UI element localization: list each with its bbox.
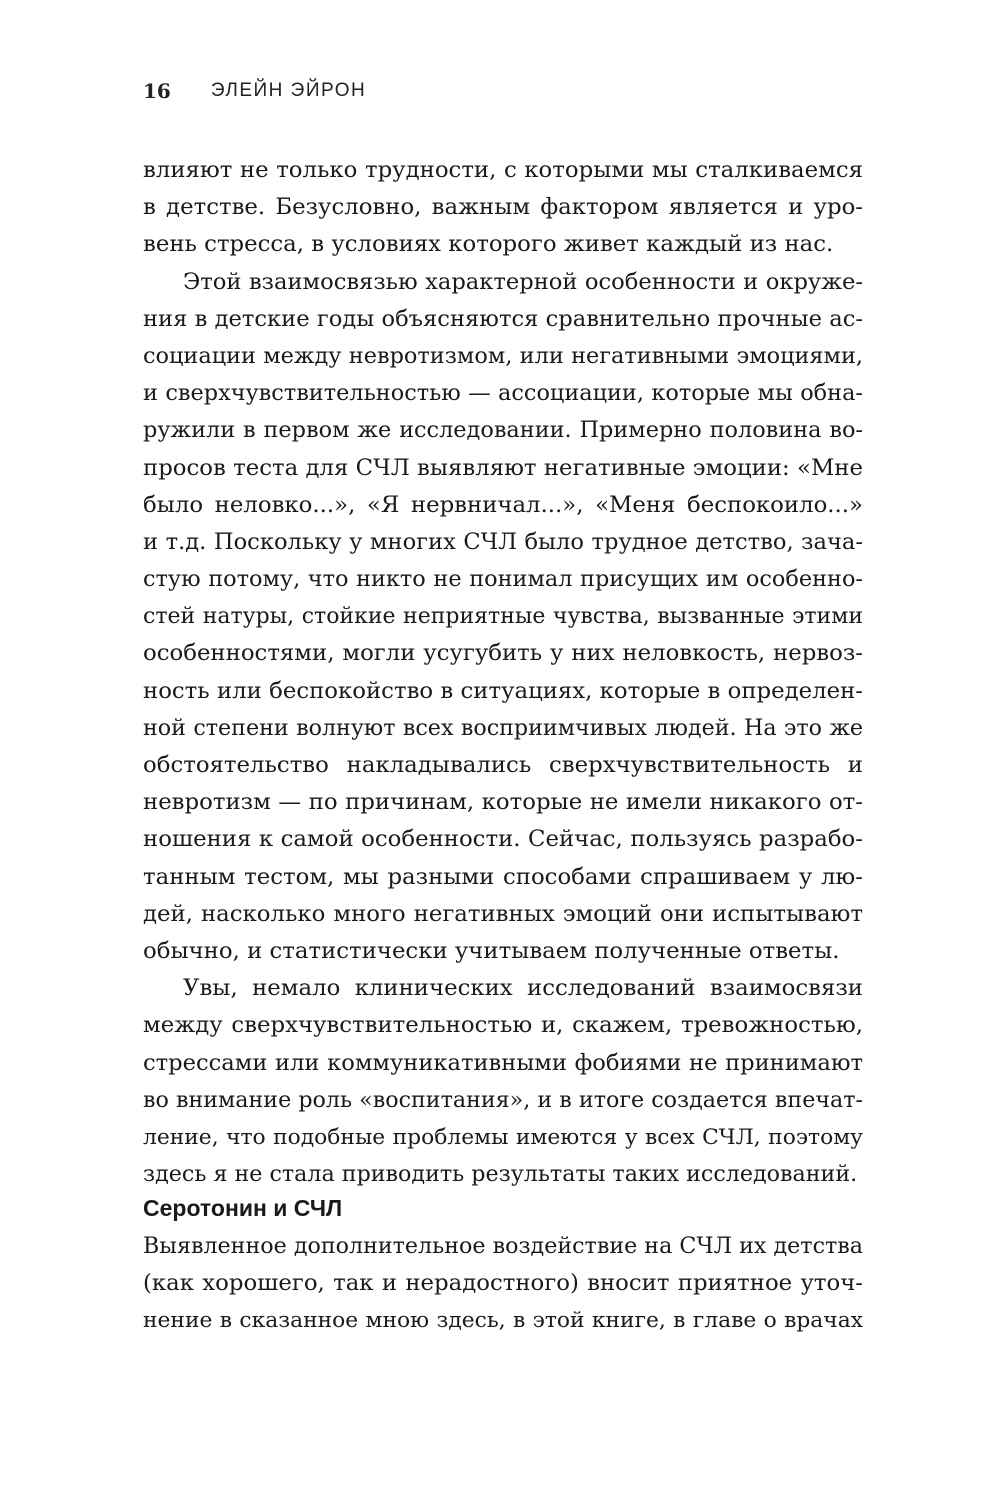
text-line: ной степени волнуют всех восприимчивых людей. На это же <box>143 714 863 741</box>
text-line: (как хорошего, так и нерадостного) вносит приятное уточ- <box>143 1270 863 1297</box>
text-line: ность или беспокойство в ситуациях, которые в определен- <box>143 677 863 704</box>
text-line: ношения к самой особенности. Сейчас, пользуясь разрабо- <box>143 826 863 853</box>
text-line: стей натуры, стойкие неприятные чувства, вызванные этими <box>143 604 863 630</box>
text-line: и т.д. Поскольку у многих СЧЛ было трудное детство, зача- <box>143 528 863 555</box>
text-line: обстоятельство накладывались сверхчувствительность и <box>143 752 863 778</box>
text-line: танным тестом, мы разными способами спрашиваем у лю- <box>143 863 863 890</box>
running-head-author: ЭЛЕЙН ЭЙРОН <box>210 80 367 101</box>
text-line: стрессами или коммуникативными фобиями не принимают <box>143 1049 863 1076</box>
text-line: социации между невротизмом, или негативными эмоциями, <box>143 342 863 369</box>
text-line: Этой взаимосвязью характерной особенности и окруже- <box>183 268 863 295</box>
text-line: между сверхчувствительностью и, скажем, тревожностью, <box>143 1012 863 1039</box>
running-head <box>143 76 863 106</box>
page-number: 16 <box>143 79 171 103</box>
text-line: здесь я не стала приводить результаты таких исследований. <box>143 1161 858 1188</box>
text-line: стую потому, что никто не понимал присущих им особенно- <box>143 566 863 593</box>
section-body-text <box>143 1228 863 1340</box>
text-line: влияют не только трудности, с которыми мы сталкиваемся <box>143 157 863 183</box>
text-line: было неловко...», «Я нервничал...», «Меня беспокоило...» <box>143 491 863 518</box>
text-line: ление, что подобные проблемы имеются у всех СЧЛ, поэтому <box>143 1124 863 1150</box>
text-line: Выявленное дополнительное воздействие на СЧЛ их детства <box>143 1233 863 1259</box>
paragraph <box>143 970 863 1193</box>
text-line: Увы, немало клинических исследований взаимосвязи <box>183 975 863 1002</box>
text-line: нение в сказанное мною здесь, в этой книге, в главе о врачах <box>143 1308 863 1334</box>
body-text <box>143 152 863 1193</box>
paragraph <box>143 264 863 971</box>
text-line: в детстве. Безусловно, важным фактором является и уро- <box>143 194 863 221</box>
text-line: и сверхчувствительностью — ассоциации, которые мы обна- <box>143 380 863 407</box>
text-line: ния в детские годы объясняются сравнительно прочные ас- <box>143 305 863 332</box>
text-line: обычно, и статистически учитываем полученные ответы. <box>143 937 840 964</box>
paragraph <box>143 152 863 264</box>
paragraph <box>143 1228 863 1340</box>
text-line: невротизм — по причинам, которые не имели никакого от- <box>143 789 863 816</box>
text-line: вень стресса, в условиях которого живет каждый из нас. <box>143 231 834 258</box>
text-line: ружили в первом же исследовании. Примерно половина во- <box>143 417 863 444</box>
text-line: особенностями, могли усугубить у них неловкость, нервоз- <box>143 640 863 667</box>
text-line: во внимание роль «воспитания», и в итоге создается впечат- <box>143 1086 863 1113</box>
text-line: дей, насколько много негативных эмоций они испытывают <box>143 900 863 927</box>
section-heading: Серотонин и СЧЛ <box>143 1195 343 1221</box>
text-line: просов теста для СЧЛ выявляют негативные эмоции: «Мне <box>143 454 863 481</box>
